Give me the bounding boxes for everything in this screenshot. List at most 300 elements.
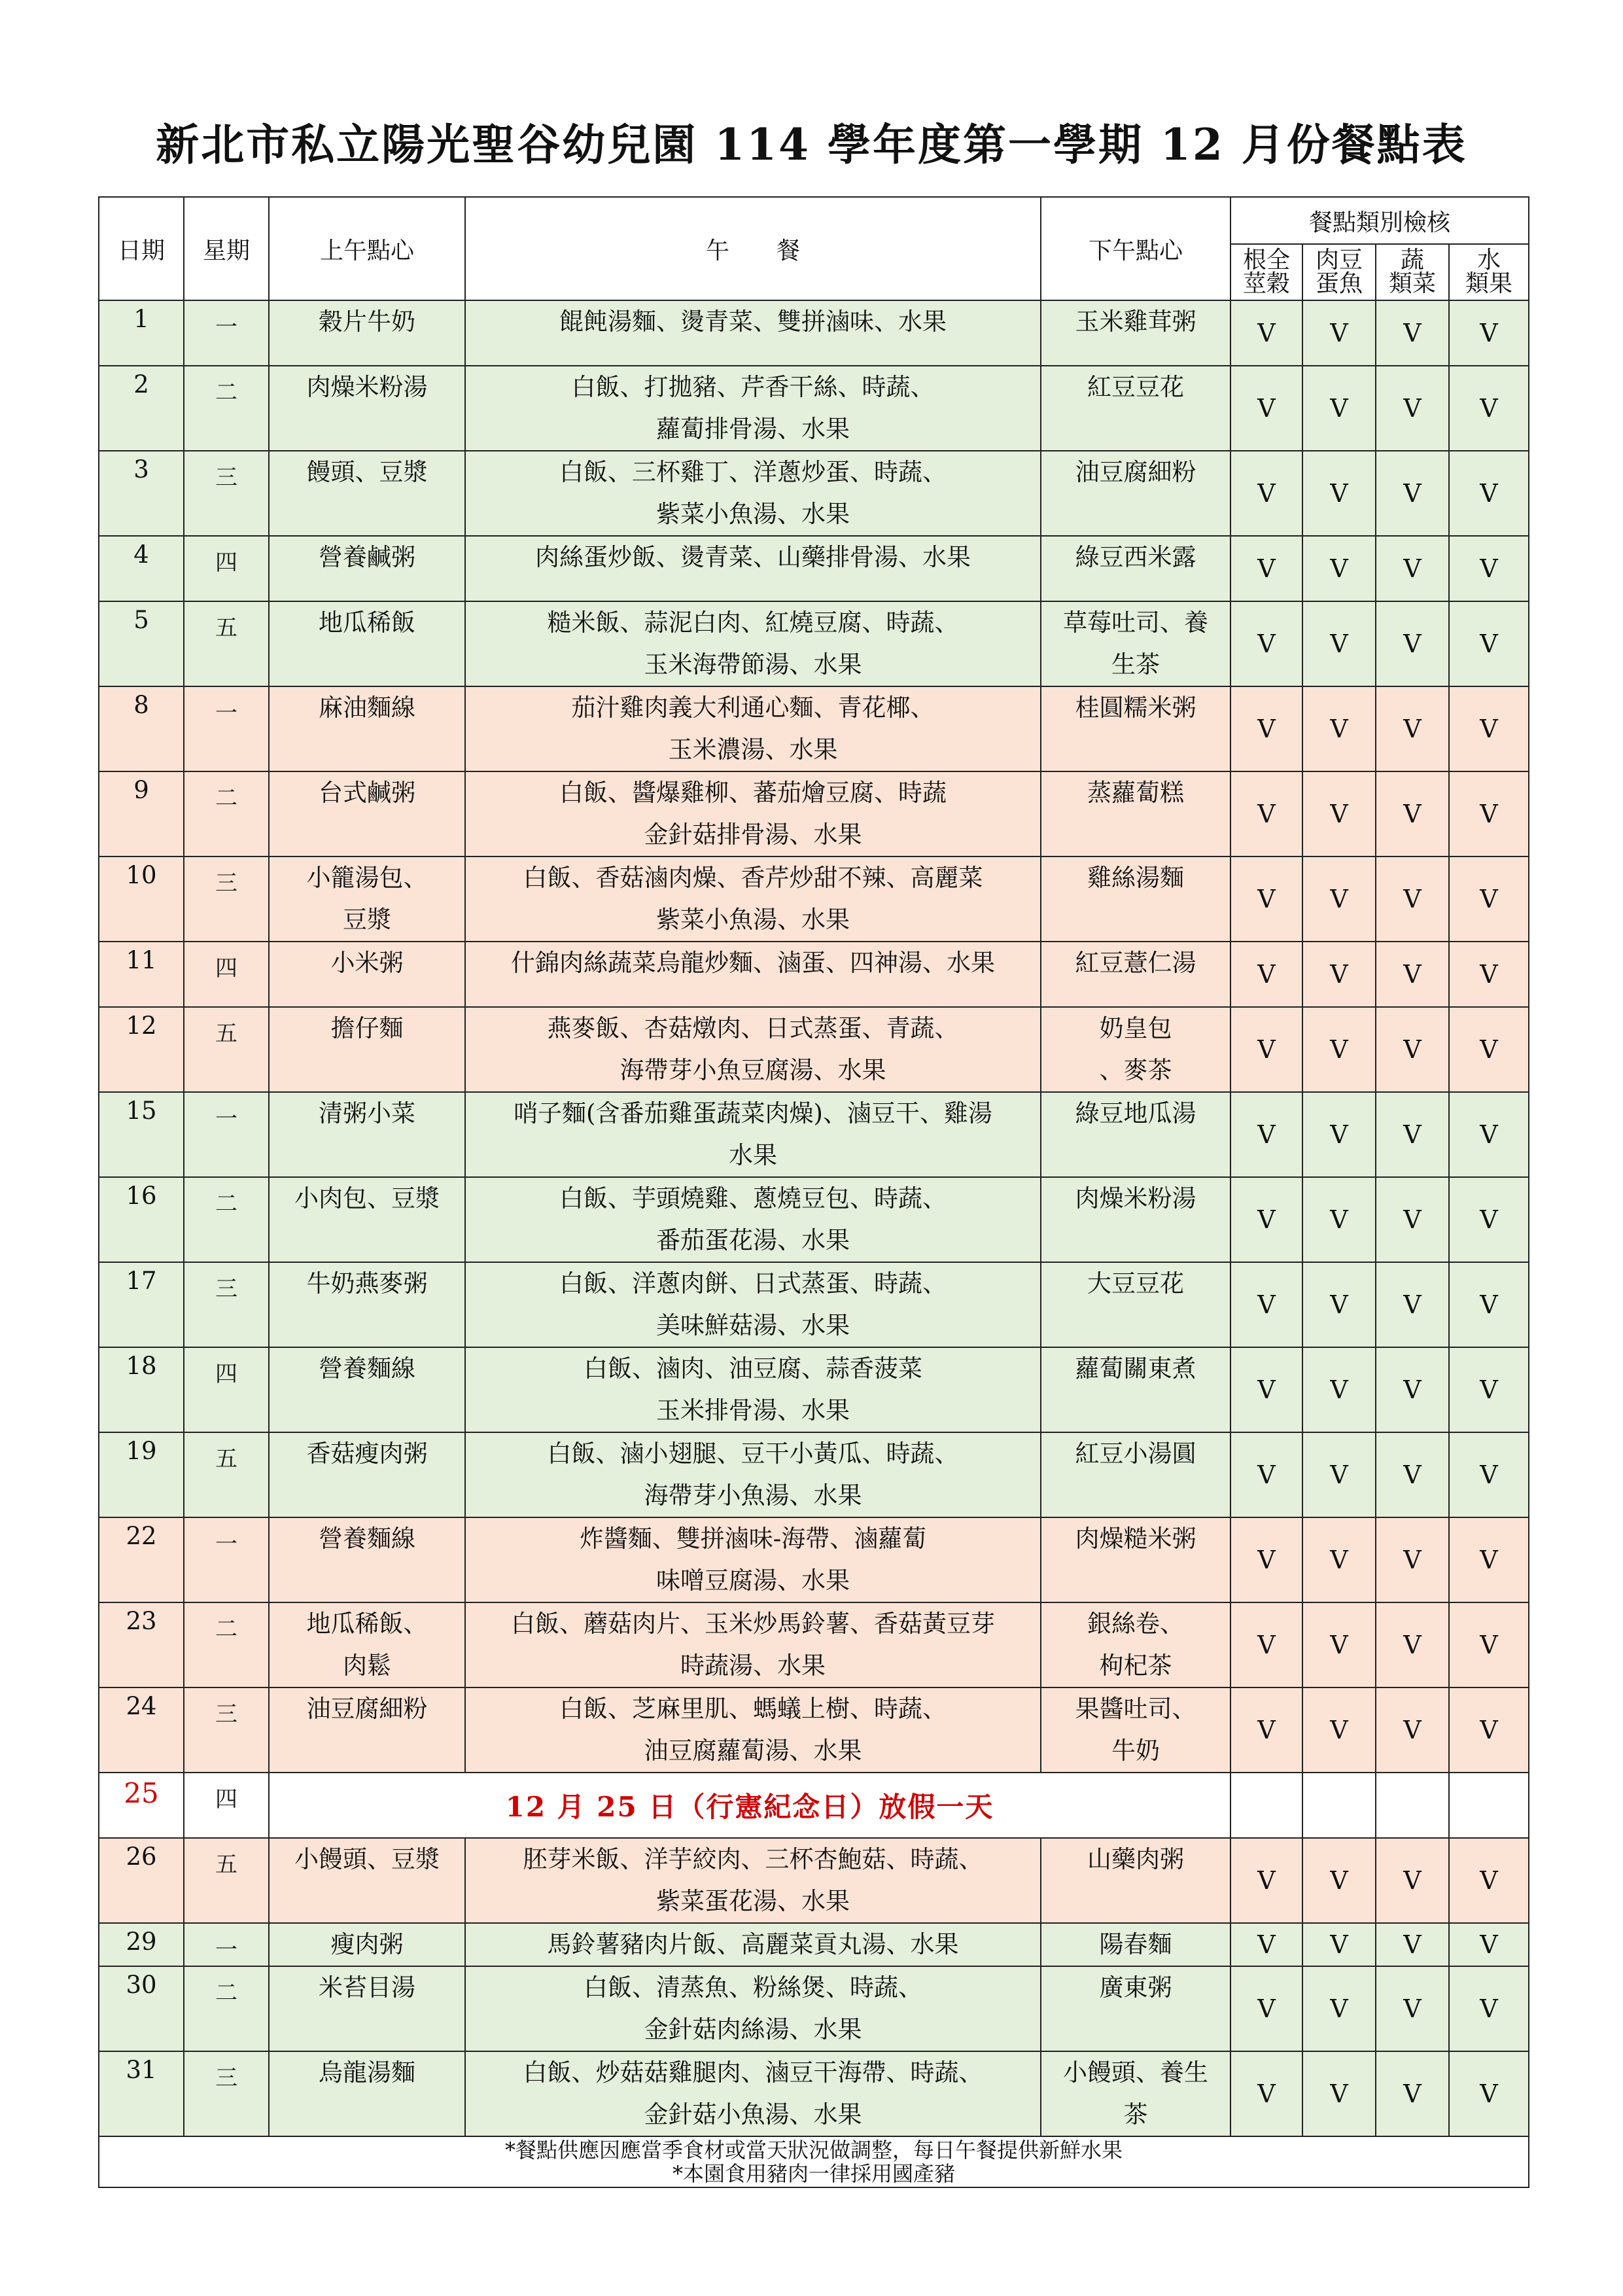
check-mark: V xyxy=(1230,1432,1302,1517)
afternoon-snack-cell-line: 雞絲湯麵 xyxy=(1087,864,1184,892)
date-cell: 22 xyxy=(99,1517,184,1602)
lunch-cell-line: 時蔬湯、水果 xyxy=(680,1651,826,1680)
morning-snack-cell-line: 麻油麵線 xyxy=(319,694,415,722)
check-mark: V xyxy=(1449,2051,1529,2136)
morning-snack-cell-line: 小籠湯包、 xyxy=(306,864,428,892)
check-mark: V xyxy=(1376,1838,1449,1923)
weekday-cell: 一 xyxy=(184,300,269,366)
afternoon-snack-cell-line: 小饅頭、養生 xyxy=(1063,2058,1208,2087)
date-cell: 12 xyxy=(99,1007,184,1092)
afternoon-snack-cell-line: 陽春麵 xyxy=(1099,1930,1172,1958)
lunch-cell-line: 玉米排骨湯、水果 xyxy=(656,1396,850,1424)
check-mark: V xyxy=(1302,1517,1376,1602)
lunch-cell-line: 白飯、醬爆雞柳、蕃茄燴豆腐、時蔬 xyxy=(559,779,947,807)
check-mark: V xyxy=(1230,1007,1302,1092)
header-lunch: 午 餐 xyxy=(465,197,1041,300)
footer-note-2: *本園食用豬肉一律採用國產豬 xyxy=(672,2161,956,2186)
check-mark: V xyxy=(1449,1602,1529,1687)
check-mark: V xyxy=(1302,451,1376,536)
check-mark: V xyxy=(1302,1923,1376,1966)
check-mark: V xyxy=(1449,1517,1529,1602)
lunch-cell xyxy=(465,1838,1041,1923)
meal-table xyxy=(98,196,1529,2188)
lunch-cell xyxy=(465,771,1041,857)
lunch-cell-line: 白飯、芋頭燒雞、蔥燒豆包、時蔬、 xyxy=(559,1184,947,1212)
morning-snack-cell xyxy=(269,1517,465,1602)
holiday-check-empty xyxy=(1302,1773,1376,1838)
morning-snack-cell-line: 擔仔麵 xyxy=(330,1014,404,1042)
check-mark: V xyxy=(1230,1262,1302,1347)
morning-snack-cell xyxy=(269,686,465,771)
lunch-cell-line: 美味鮮菇湯、水果 xyxy=(656,1311,850,1339)
check-mark: V xyxy=(1376,771,1449,857)
afternoon-snack-cell-line: 紅豆薏仁湯 xyxy=(1075,949,1196,977)
check-mark: V xyxy=(1376,1092,1449,1177)
table-row xyxy=(99,1602,1529,1687)
afternoon-snack-cell-line: 枸杞茶 xyxy=(1099,1651,1172,1680)
holiday-row xyxy=(99,1773,1529,1838)
check-mark: V xyxy=(1376,601,1449,686)
morning-snack-cell xyxy=(269,1923,465,1966)
weekday-cell: 五 xyxy=(184,1007,269,1092)
lunch-cell-line: 哨子麵(含番茄雞蛋蔬菜肉燥)、滷豆干、雞湯 xyxy=(514,1099,992,1127)
lunch-cell xyxy=(465,1923,1041,1966)
check-mark: V xyxy=(1376,857,1449,942)
check-mark: V xyxy=(1230,1923,1302,1966)
morning-snack-cell xyxy=(269,2051,465,2136)
afternoon-snack-cell-line: 、麥茶 xyxy=(1099,1056,1172,1084)
lunch-cell xyxy=(465,1432,1041,1517)
date-cell: 9 xyxy=(99,771,184,857)
lunch-cell-line: 蘿蔔排骨湯、水果 xyxy=(656,415,850,443)
check-mark: V xyxy=(1449,601,1529,686)
date-cell: 5 xyxy=(99,601,184,686)
check-mark: V xyxy=(1302,601,1376,686)
lunch-cell-line: 白飯、洋蔥肉餅、日式蒸蛋、時蔬、 xyxy=(559,1269,947,1298)
table-row xyxy=(99,1177,1529,1262)
morning-snack-cell xyxy=(269,1092,465,1177)
header-check-group: 餐點類別檢核 xyxy=(1230,197,1529,244)
table-row xyxy=(99,451,1529,536)
afternoon-snack-cell xyxy=(1041,1177,1230,1262)
check-mark: V xyxy=(1302,1838,1376,1923)
holiday-check-empty xyxy=(1449,1773,1529,1838)
weekday-cell: 二 xyxy=(184,1602,269,1687)
afternoon-snack-cell xyxy=(1041,771,1230,857)
afternoon-snack-cell-line: 大豆豆花 xyxy=(1087,1269,1184,1298)
weekday-cell: 一 xyxy=(184,1517,269,1602)
check-mark: V xyxy=(1230,686,1302,771)
morning-snack-cell xyxy=(269,1687,465,1773)
footer-notes xyxy=(99,2136,1529,2187)
morning-snack-cell-line: 米苔目湯 xyxy=(319,1973,415,2002)
morning-snack-cell xyxy=(269,601,465,686)
header-date: 日期 xyxy=(99,197,184,300)
check-mark: V xyxy=(1302,1687,1376,1773)
footer-note-1: *餐點供應因應當季食材或當天狀況做調整，每日午餐提供新鮮水果 xyxy=(505,2138,1123,2163)
check-mark: V xyxy=(1449,1432,1529,1517)
date-cell: 30 xyxy=(99,1966,184,2051)
check-mark: V xyxy=(1376,366,1449,451)
table-row xyxy=(99,1432,1529,1517)
weekday-cell: 三 xyxy=(184,1687,269,1773)
check-mark: V xyxy=(1230,771,1302,857)
header-weekday: 星期 xyxy=(184,197,269,300)
check-mark: V xyxy=(1449,1177,1529,1262)
table-row xyxy=(99,366,1529,451)
check-mark: V xyxy=(1449,366,1529,451)
morning-snack-cell-line: 台式鹹粥 xyxy=(319,779,415,807)
afternoon-snack-cell-line: 銀絲卷、 xyxy=(1087,1610,1184,1638)
check-mark: V xyxy=(1302,300,1376,366)
date-cell: 11 xyxy=(99,942,184,1007)
afternoon-snack-cell xyxy=(1041,1602,1230,1687)
check-mark: V xyxy=(1230,857,1302,942)
afternoon-snack-cell xyxy=(1041,686,1230,771)
morning-snack-cell xyxy=(269,1838,465,1923)
lunch-cell-line: 餛飩湯麵、燙青菜、雙拼滷味、水果 xyxy=(559,308,947,336)
afternoon-snack-cell-line: 生茶 xyxy=(1111,650,1160,679)
weekday-cell: 四 xyxy=(184,1347,269,1432)
afternoon-snack-cell-line: 肉燥糙米粥 xyxy=(1075,1525,1196,1553)
check-mark: V xyxy=(1376,1432,1449,1517)
check-mark: V xyxy=(1302,857,1376,942)
lunch-cell-line: 番茄蛋花湯、水果 xyxy=(656,1226,850,1254)
table-row xyxy=(99,1092,1529,1177)
afternoon-snack-cell-line: 牛奶 xyxy=(1111,1737,1160,1765)
check-mark: V xyxy=(1449,451,1529,536)
check-mark: V xyxy=(1449,1923,1529,1966)
date-cell: 26 xyxy=(99,1838,184,1923)
check-mark: V xyxy=(1449,1007,1529,1092)
check-mark: V xyxy=(1302,1092,1376,1177)
weekday-cell: 五 xyxy=(184,1432,269,1517)
lunch-cell-line: 燕麥飯、杏菇燉肉、日式蒸蛋、青蔬、 xyxy=(547,1014,959,1042)
morning-snack-cell xyxy=(269,1966,465,2051)
afternoon-snack-cell-line: 油豆腐細粉 xyxy=(1075,458,1196,486)
table-row xyxy=(99,1923,1529,1966)
lunch-cell-line: 炸醬麵、雙拼滷味-海帶、滷蘿蔔 xyxy=(579,1525,927,1553)
check-mark: V xyxy=(1449,686,1529,771)
date-cell: 3 xyxy=(99,451,184,536)
afternoon-snack-cell-line: 蒸蘿蔔糕 xyxy=(1087,779,1184,807)
afternoon-snack-cell-line: 綠豆西米露 xyxy=(1075,543,1196,571)
lunch-cell xyxy=(465,1517,1041,1602)
afternoon-snack-cell xyxy=(1041,1092,1230,1177)
lunch-cell-line: 金針菇肉絲湯、水果 xyxy=(644,2015,862,2043)
check-mark: V xyxy=(1376,1602,1449,1687)
lunch-cell-line: 玉米海帶節湯、水果 xyxy=(644,650,862,679)
date-cell: 31 xyxy=(99,2051,184,2136)
morning-snack-cell xyxy=(269,536,465,601)
check-mark: V xyxy=(1230,300,1302,366)
weekday-cell: 二 xyxy=(184,366,269,451)
afternoon-snack-cell-line: 茶 xyxy=(1123,2100,1148,2128)
morning-snack-cell-line: 肉鬆 xyxy=(343,1651,391,1680)
lunch-cell-line: 白飯、三杯雞丁、洋蔥炒蛋、時蔬、 xyxy=(559,458,947,486)
lunch-cell xyxy=(465,1966,1041,2051)
lunch-cell-line: 紫菜小魚湯、水果 xyxy=(656,500,850,528)
lunch-cell xyxy=(465,1602,1041,1687)
holiday-check-empty xyxy=(1376,1773,1449,1838)
lunch-cell-line: 玉米濃湯、水果 xyxy=(668,735,838,764)
afternoon-snack-cell-line: 肉燥米粉湯 xyxy=(1075,1184,1196,1212)
afternoon-snack-cell xyxy=(1041,300,1230,366)
check-mark: V xyxy=(1376,1923,1449,1966)
afternoon-snack-cell xyxy=(1041,1262,1230,1347)
afternoon-snack-cell-line: 果醬吐司、 xyxy=(1075,1695,1196,1723)
lunch-cell-line: 肉絲蛋炒飯、燙青菜、山藥排骨湯、水果 xyxy=(535,543,971,571)
date-cell: 1 xyxy=(99,300,184,366)
morning-snack-cell-line: 香菇瘦肉粥 xyxy=(306,1439,428,1468)
lunch-cell xyxy=(465,857,1041,942)
table-row xyxy=(99,1687,1529,1773)
lunch-cell xyxy=(465,1262,1041,1347)
lunch-cell-line: 白飯、香菇滷肉燥、香芹炒甜不辣、高麗菜 xyxy=(523,864,983,892)
weekday-cell: 四 xyxy=(184,942,269,1007)
table-row xyxy=(99,536,1529,601)
lunch-cell xyxy=(465,1007,1041,1092)
check-mark: V xyxy=(1302,1966,1376,2051)
afternoon-snack-cell-line: 紅豆豆花 xyxy=(1087,373,1184,401)
lunch-cell-line: 紫菜蛋花湯、水果 xyxy=(656,1887,850,1915)
table-row xyxy=(99,1517,1529,1602)
check-mark: V xyxy=(1230,601,1302,686)
date-cell: 19 xyxy=(99,1432,184,1517)
morning-snack-cell-line: 營養鹹粥 xyxy=(319,543,415,571)
morning-snack-cell-line: 牛奶燕麥粥 xyxy=(306,1269,428,1298)
check-mark: V xyxy=(1302,1262,1376,1347)
morning-snack-cell-line: 地瓜稀飯、 xyxy=(306,1610,428,1638)
morning-snack-cell xyxy=(269,1177,465,1262)
afternoon-snack-cell xyxy=(1041,366,1230,451)
check-mark: V xyxy=(1376,686,1449,771)
check-mark: V xyxy=(1302,2051,1376,2136)
weekday-cell: 四 xyxy=(184,536,269,601)
check-mark: V xyxy=(1230,451,1302,536)
check-mark: V xyxy=(1230,1966,1302,2051)
check-mark: V xyxy=(1302,1347,1376,1432)
header-cat-grains: 根全 莖穀 xyxy=(1230,244,1302,300)
afternoon-snack-cell-line: 草莓吐司、養 xyxy=(1063,609,1208,637)
morning-snack-cell xyxy=(269,1007,465,1092)
check-mark: V xyxy=(1376,1347,1449,1432)
morning-snack-cell-line: 饅頭、豆漿 xyxy=(306,458,428,486)
lunch-cell-line: 金針菇排骨湯、水果 xyxy=(644,821,862,849)
weekday-cell: 一 xyxy=(184,1923,269,1966)
date-cell: 18 xyxy=(99,1347,184,1432)
date-cell: 10 xyxy=(99,857,184,942)
lunch-cell xyxy=(465,300,1041,366)
check-mark: V xyxy=(1449,1687,1529,1773)
lunch-cell-line: 白飯、炒菇菇雞腿肉、滷豆干海帶、時蔬、 xyxy=(523,2058,983,2087)
morning-snack-cell xyxy=(269,451,465,536)
check-mark: V xyxy=(1376,451,1449,536)
check-mark: V xyxy=(1302,1177,1376,1262)
weekday-cell: 二 xyxy=(184,1966,269,2051)
lunch-cell xyxy=(465,601,1041,686)
check-mark: V xyxy=(1376,1007,1449,1092)
weekday-cell: 三 xyxy=(184,857,269,942)
weekday-cell: 一 xyxy=(184,1092,269,1177)
lunch-cell-line: 白飯、滷肉、油豆腐、蒜香菠菜 xyxy=(584,1354,922,1383)
morning-snack-cell-line: 小肉包、豆漿 xyxy=(294,1184,440,1212)
lunch-cell-line: 紫菜小魚湯、水果 xyxy=(656,906,850,934)
check-mark: V xyxy=(1302,536,1376,601)
footer-cell xyxy=(99,2136,1529,2187)
weekday-cell: 五 xyxy=(184,1838,269,1923)
weekday-cell: 一 xyxy=(184,686,269,771)
check-mark: V xyxy=(1449,1966,1529,2051)
lunch-cell xyxy=(465,2051,1041,2136)
lunch-cell-line: 白飯、滷小翅腿、豆干小黃瓜、時蔬、 xyxy=(547,1439,959,1468)
header-cat-fruit: 水 類果 xyxy=(1449,244,1529,300)
morning-snack-cell xyxy=(269,300,465,366)
lunch-cell xyxy=(465,536,1041,601)
check-mark: V xyxy=(1230,1177,1302,1262)
weekday-cell: 三 xyxy=(184,451,269,536)
table-row xyxy=(99,1262,1529,1347)
check-mark: V xyxy=(1376,1517,1449,1602)
check-mark: V xyxy=(1449,1262,1529,1347)
table-row xyxy=(99,1966,1529,2051)
date-cell: 17 xyxy=(99,1262,184,1347)
check-mark: V xyxy=(1449,1347,1529,1432)
afternoon-snack-cell xyxy=(1041,536,1230,601)
lunch-cell-line: 白飯、蘑菇肉片、玉米炒馬鈴薯、香菇黃豆芽 xyxy=(511,1610,995,1638)
afternoon-snack-cell xyxy=(1041,1517,1230,1602)
morning-snack-cell-line: 地瓜稀飯 xyxy=(319,609,415,637)
date-cell: 24 xyxy=(99,1687,184,1773)
check-mark: V xyxy=(1376,1262,1449,1347)
check-mark: V xyxy=(1376,1177,1449,1262)
morning-snack-cell-line: 營養麵線 xyxy=(319,1525,415,1553)
check-mark: V xyxy=(1376,2051,1449,2136)
weekday-cell: 二 xyxy=(184,771,269,857)
lunch-cell-line: 水果 xyxy=(729,1141,777,1169)
morning-snack-cell xyxy=(269,857,465,942)
check-mark: V xyxy=(1449,942,1529,1007)
lunch-cell-line: 海帶芽小魚豆腐湯、水果 xyxy=(620,1056,886,1084)
holiday-weekday: 四 xyxy=(184,1773,269,1838)
lunch-cell-line: 白飯、芝麻里肌、螞蟻上樹、時蔬、 xyxy=(559,1695,947,1723)
check-mark: V xyxy=(1302,942,1376,1007)
holiday-date: 25 xyxy=(99,1773,184,1838)
morning-snack-cell xyxy=(269,942,465,1007)
check-mark: V xyxy=(1302,1432,1376,1517)
morning-snack-cell xyxy=(269,1262,465,1347)
morning-snack-cell-line: 烏龍湯麵 xyxy=(319,2058,415,2087)
check-mark: V xyxy=(1449,771,1529,857)
afternoon-snack-cell-line: 綠豆地瓜湯 xyxy=(1075,1099,1196,1127)
morning-snack-cell-line: 小米粥 xyxy=(330,949,404,977)
check-mark: V xyxy=(1449,1838,1529,1923)
check-mark: V xyxy=(1302,686,1376,771)
check-mark: V xyxy=(1376,300,1449,366)
lunch-cell xyxy=(465,686,1041,771)
check-mark: V xyxy=(1230,366,1302,451)
check-mark: V xyxy=(1230,1092,1302,1177)
lunch-cell xyxy=(465,1347,1041,1432)
check-mark: V xyxy=(1302,1602,1376,1687)
lunch-cell xyxy=(465,1687,1041,1773)
check-mark: V xyxy=(1230,1687,1302,1773)
check-mark: V xyxy=(1230,1517,1302,1602)
table-row xyxy=(99,601,1529,686)
weekday-cell: 五 xyxy=(184,601,269,686)
afternoon-snack-cell-line: 廣東粥 xyxy=(1099,1973,1172,2002)
check-mark: V xyxy=(1302,1007,1376,1092)
check-mark: V xyxy=(1449,300,1529,366)
check-mark: V xyxy=(1230,1602,1302,1687)
table-row xyxy=(99,857,1529,942)
check-mark: V xyxy=(1376,536,1449,601)
lunch-cell-line: 白飯、打拋豬、芹香干絲、時蔬、 xyxy=(571,373,935,401)
check-mark: V xyxy=(1302,771,1376,857)
table-row xyxy=(99,1347,1529,1432)
lunch-cell-line: 胚芽米飯、洋芋絞肉、三杯杏鮑菇、時蔬、 xyxy=(523,1845,983,1873)
weekday-cell: 二 xyxy=(184,1177,269,1262)
weekday-cell: 三 xyxy=(184,1262,269,1347)
morning-snack-cell xyxy=(269,1432,465,1517)
morning-snack-cell xyxy=(269,366,465,451)
afternoon-snack-cell xyxy=(1041,1838,1230,1923)
holiday-notice: 12 月 25 日（行憲紀念日）放假一天 xyxy=(269,1773,1230,1838)
morning-snack-cell-line: 營養麵線 xyxy=(319,1354,415,1383)
morning-snack-cell xyxy=(269,771,465,857)
afternoon-snack-cell xyxy=(1041,942,1230,1007)
date-cell: 29 xyxy=(99,1923,184,1966)
header-cat-vegetable: 蔬 類菜 xyxy=(1376,244,1449,300)
lunch-cell xyxy=(465,1092,1041,1177)
morning-snack-cell-line: 瘦肉粥 xyxy=(330,1930,404,1958)
table-row xyxy=(99,942,1529,1007)
lunch-cell-line: 海帶芽小魚湯、水果 xyxy=(644,1481,862,1510)
lunch-cell-line: 金針菇小魚湯、水果 xyxy=(644,2100,862,2128)
morning-snack-cell-line: 穀片牛奶 xyxy=(319,308,415,336)
afternoon-snack-cell xyxy=(1041,1347,1230,1432)
check-mark: V xyxy=(1230,536,1302,601)
header-morning-snack: 上午點心 xyxy=(269,197,465,300)
header-cat-protein: 肉豆 蛋魚 xyxy=(1302,244,1376,300)
morning-snack-cell-line: 豆漿 xyxy=(343,906,391,934)
afternoon-snack-cell xyxy=(1041,1432,1230,1517)
morning-snack-cell-line: 油豆腐細粉 xyxy=(306,1695,428,1723)
afternoon-snack-cell-line: 奶皇包 xyxy=(1099,1014,1172,1042)
table-row xyxy=(99,1007,1529,1092)
afternoon-snack-cell xyxy=(1041,1923,1230,1966)
table-row xyxy=(99,2051,1529,2136)
lunch-cell-line: 茄汁雞肉義大利通心麵、青花椰、 xyxy=(571,694,935,722)
date-cell: 8 xyxy=(99,686,184,771)
check-mark: V xyxy=(1230,1838,1302,1923)
check-mark: V xyxy=(1449,1092,1529,1177)
check-mark: V xyxy=(1449,536,1529,601)
afternoon-snack-cell xyxy=(1041,857,1230,942)
date-cell: 23 xyxy=(99,1602,184,1687)
lunch-cell xyxy=(465,942,1041,1007)
header-afternoon-snack: 下午點心 xyxy=(1041,197,1230,300)
weekday-cell: 三 xyxy=(184,2051,269,2136)
morning-snack-cell xyxy=(269,1602,465,1687)
afternoon-snack-cell xyxy=(1041,1966,1230,2051)
check-mark: V xyxy=(1230,2051,1302,2136)
lunch-cell xyxy=(465,451,1041,536)
table-row xyxy=(99,771,1529,857)
afternoon-snack-cell-line: 桂圓糯米粥 xyxy=(1075,694,1196,722)
morning-snack-cell-line: 清粥小菜 xyxy=(319,1099,415,1127)
afternoon-snack-cell xyxy=(1041,2051,1230,2136)
